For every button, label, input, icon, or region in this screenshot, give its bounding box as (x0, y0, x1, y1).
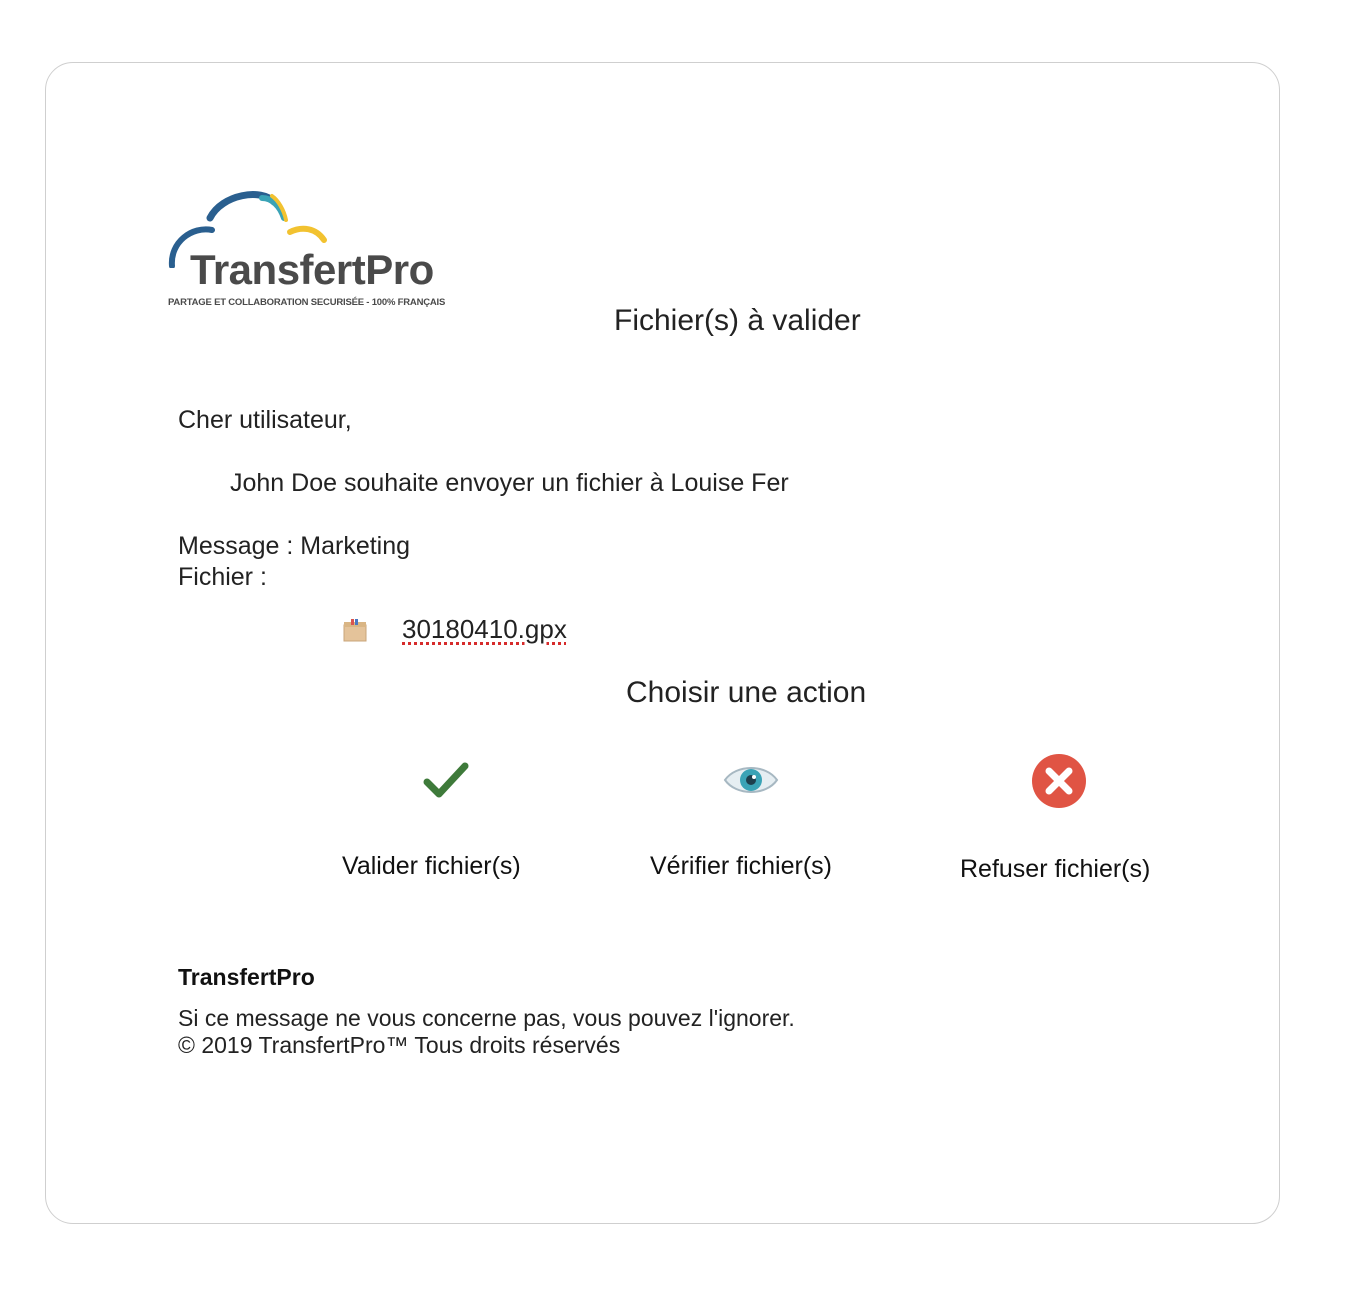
check-icon[interactable] (422, 760, 470, 800)
eye-icon[interactable] (722, 758, 780, 802)
actions-heading: Choisir une action (626, 676, 867, 709)
refuse-files-button[interactable]: Refuser fichier(s) (960, 855, 1151, 883)
file-link[interactable]: 30180410.gpx (402, 614, 567, 644)
verify-files-button[interactable]: Vérifier fichier(s) (650, 852, 832, 880)
request-sentence: John Doe souhaite envoyer un fichier à Louise Fer (230, 469, 789, 497)
logo-tagline: PARTAGE ET COLLABORATION SECURISÉE - 100% FRANÇAIS (168, 297, 446, 308)
logo-wordmark: TransfertPro (190, 246, 434, 293)
page-title: Fichier(s) à valider (614, 304, 861, 337)
transfertpro-logo (166, 188, 446, 318)
footer-copyright: © 2019 TransfertPro™ Tous droits réservés (178, 1032, 621, 1058)
greeting-text: Cher utilisateur, (178, 406, 352, 434)
message-line: Message : Marketing (178, 532, 411, 560)
footer-note: Si ce message ne vous concerne pas, vous pouvez l'ignorer. (178, 1005, 795, 1031)
footer-brand: TransfertPro (178, 964, 315, 990)
close-icon[interactable] (1030, 752, 1088, 810)
validate-files-button[interactable]: Valider fichier(s) (342, 852, 521, 880)
package-icon (342, 617, 368, 643)
file-label: Fichier : (178, 563, 267, 591)
